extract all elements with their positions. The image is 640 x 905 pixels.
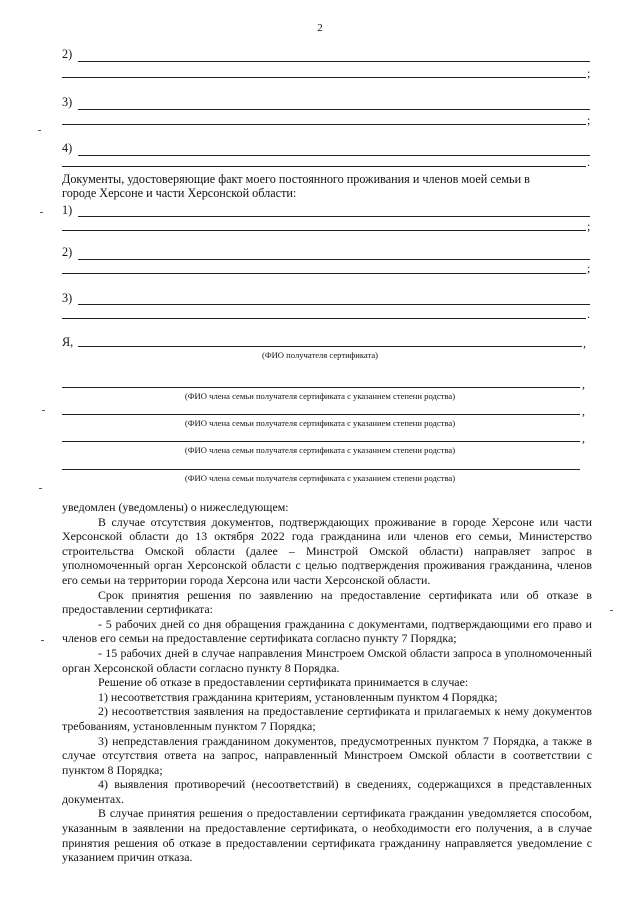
notice-paragraph: Решение об отказе в предоставлении сертификата принимается в случае: xyxy=(98,675,469,690)
line-end-comma: , xyxy=(582,431,585,445)
notice-body xyxy=(62,500,592,865)
fill-line xyxy=(78,61,590,62)
scan-speck xyxy=(38,130,41,131)
caption-family-member: (ФИО члена семьи получателя сертификата с указанием степени родства) xyxy=(184,445,456,455)
fill-line xyxy=(78,304,590,305)
line-end-comma: , xyxy=(582,404,585,418)
scan-speck xyxy=(40,212,43,213)
notice-paragraph: 2) несоответствия заявления на предоставление сертификата и прилагаемых к нему документов требованиям, установленным пунктом 7 Порядка; xyxy=(62,704,592,733)
caption-family-member: (ФИО члена семьи получателя сертификата с указанием степени родства) xyxy=(184,391,456,401)
caption-recipient: (ФИО получателя сертификата) xyxy=(261,350,379,360)
ya-label: Я, xyxy=(62,335,74,349)
residence-marker-3: 3) xyxy=(62,291,73,305)
item-marker-4: 4) xyxy=(62,141,73,155)
notice-paragraph: 3) непредставления гражданином документов, предусмотренных пунктом 7 Порядка, а также в случае отсутствия ответа на запрос, направленный Минстроем Омской области в соответствии с пунктом 8 Порядка; xyxy=(62,733,592,777)
fill-line xyxy=(62,414,580,415)
residence-intro-line1: Документы, удостоверяющие факт моего постоянного проживания и членов моей семьи в xyxy=(62,172,530,186)
notice-lead: уведомлен (уведомлены) о нижеследующем: xyxy=(62,500,289,514)
line-end-semicolon: ; xyxy=(587,261,591,275)
fill-line xyxy=(62,124,586,125)
caption-family-member: (ФИО члена семьи получателя сертификата с указанием степени родства) xyxy=(184,473,456,483)
notice-paragraph: 1) несоответствия гражданина критериям, установленным пунктом 4 Порядка; xyxy=(98,689,498,704)
fill-line xyxy=(78,109,590,110)
line-end-comma: , xyxy=(583,336,586,350)
residence-intro-line2: городе Херсоне и части Херсонской области: xyxy=(62,186,297,200)
line-end-comma: , xyxy=(582,377,585,391)
page-number: 2 xyxy=(317,22,323,34)
item-marker-3: 3) xyxy=(62,95,73,109)
residence-marker-2: 2) xyxy=(62,245,73,259)
fill-line xyxy=(62,166,586,167)
line-end-period: . xyxy=(587,307,590,321)
fill-line xyxy=(62,273,586,274)
scan-speck xyxy=(42,410,45,411)
notice-paragraph: - 5 рабочих дней со дня обращения гражданина с документами, подтверждающими его право и членов его семьи на предоставление сертификата согласно пункту 7 Порядка; xyxy=(62,616,592,646)
caption-family-member: (ФИО члена семьи получателя сертификата с указанием степени родства) xyxy=(184,418,456,428)
notice-paragraph: Срок принятия решения по заявлению на предоставление сертификата или об отказе в предоставлении сертификата: xyxy=(62,587,592,617)
fill-line xyxy=(62,387,580,388)
fill-line xyxy=(62,469,580,470)
residence-marker-1: 1) xyxy=(62,203,73,217)
fill-line xyxy=(62,318,586,319)
fill-line xyxy=(62,77,586,78)
scan-speck xyxy=(41,640,44,641)
scan-speck xyxy=(39,488,42,489)
line-end-semicolon: ; xyxy=(587,66,591,80)
line-end-semicolon: ; xyxy=(587,219,591,233)
scan-speck xyxy=(610,610,613,611)
line-end-semicolon: ; xyxy=(587,113,591,127)
fill-line xyxy=(78,155,590,156)
notice-paragraph: - 15 рабочих дней в случае направления Минстроем Омской области запроса в уполномоченный орган Херсонской области согласно пункту 8 Порядка. xyxy=(62,645,592,675)
notice-paragraph: В случае отсутствия документов, подтверждающих проживание в городе Херсоне или части Херсонской области до 13 октября 2022 года гражданина или членов его семьи, Министерство строительства Омской области (далее – Минстрой Омской области) направляет запрос в уполномоченный орган Херсонской области с целью подтверждения проживания гражданина, членов его семьи на территории города Херсона или части Херсонской области. xyxy=(62,514,592,587)
fill-line xyxy=(78,346,582,347)
fill-line xyxy=(62,441,580,442)
line-end-period: . xyxy=(587,155,590,169)
fill-line xyxy=(78,216,590,217)
notice-paragraph: 4) выявления противоречий (несоответствий) в сведениях, содержащихся в представленных документах. xyxy=(62,777,592,806)
fill-line xyxy=(78,259,590,260)
notice-paragraph: В случае принятия решения о предоставлении сертификата гражданин уведомляется способом, указанным в заявлении на предоставление сертификата, о необходимости его получения, а в случае принятия решения об отказе в предоставлении сертификата гражданину направляется уведомление с указанием причин отказа. xyxy=(62,806,592,865)
item-marker-2: 2) xyxy=(62,47,73,61)
fill-line xyxy=(62,230,586,231)
